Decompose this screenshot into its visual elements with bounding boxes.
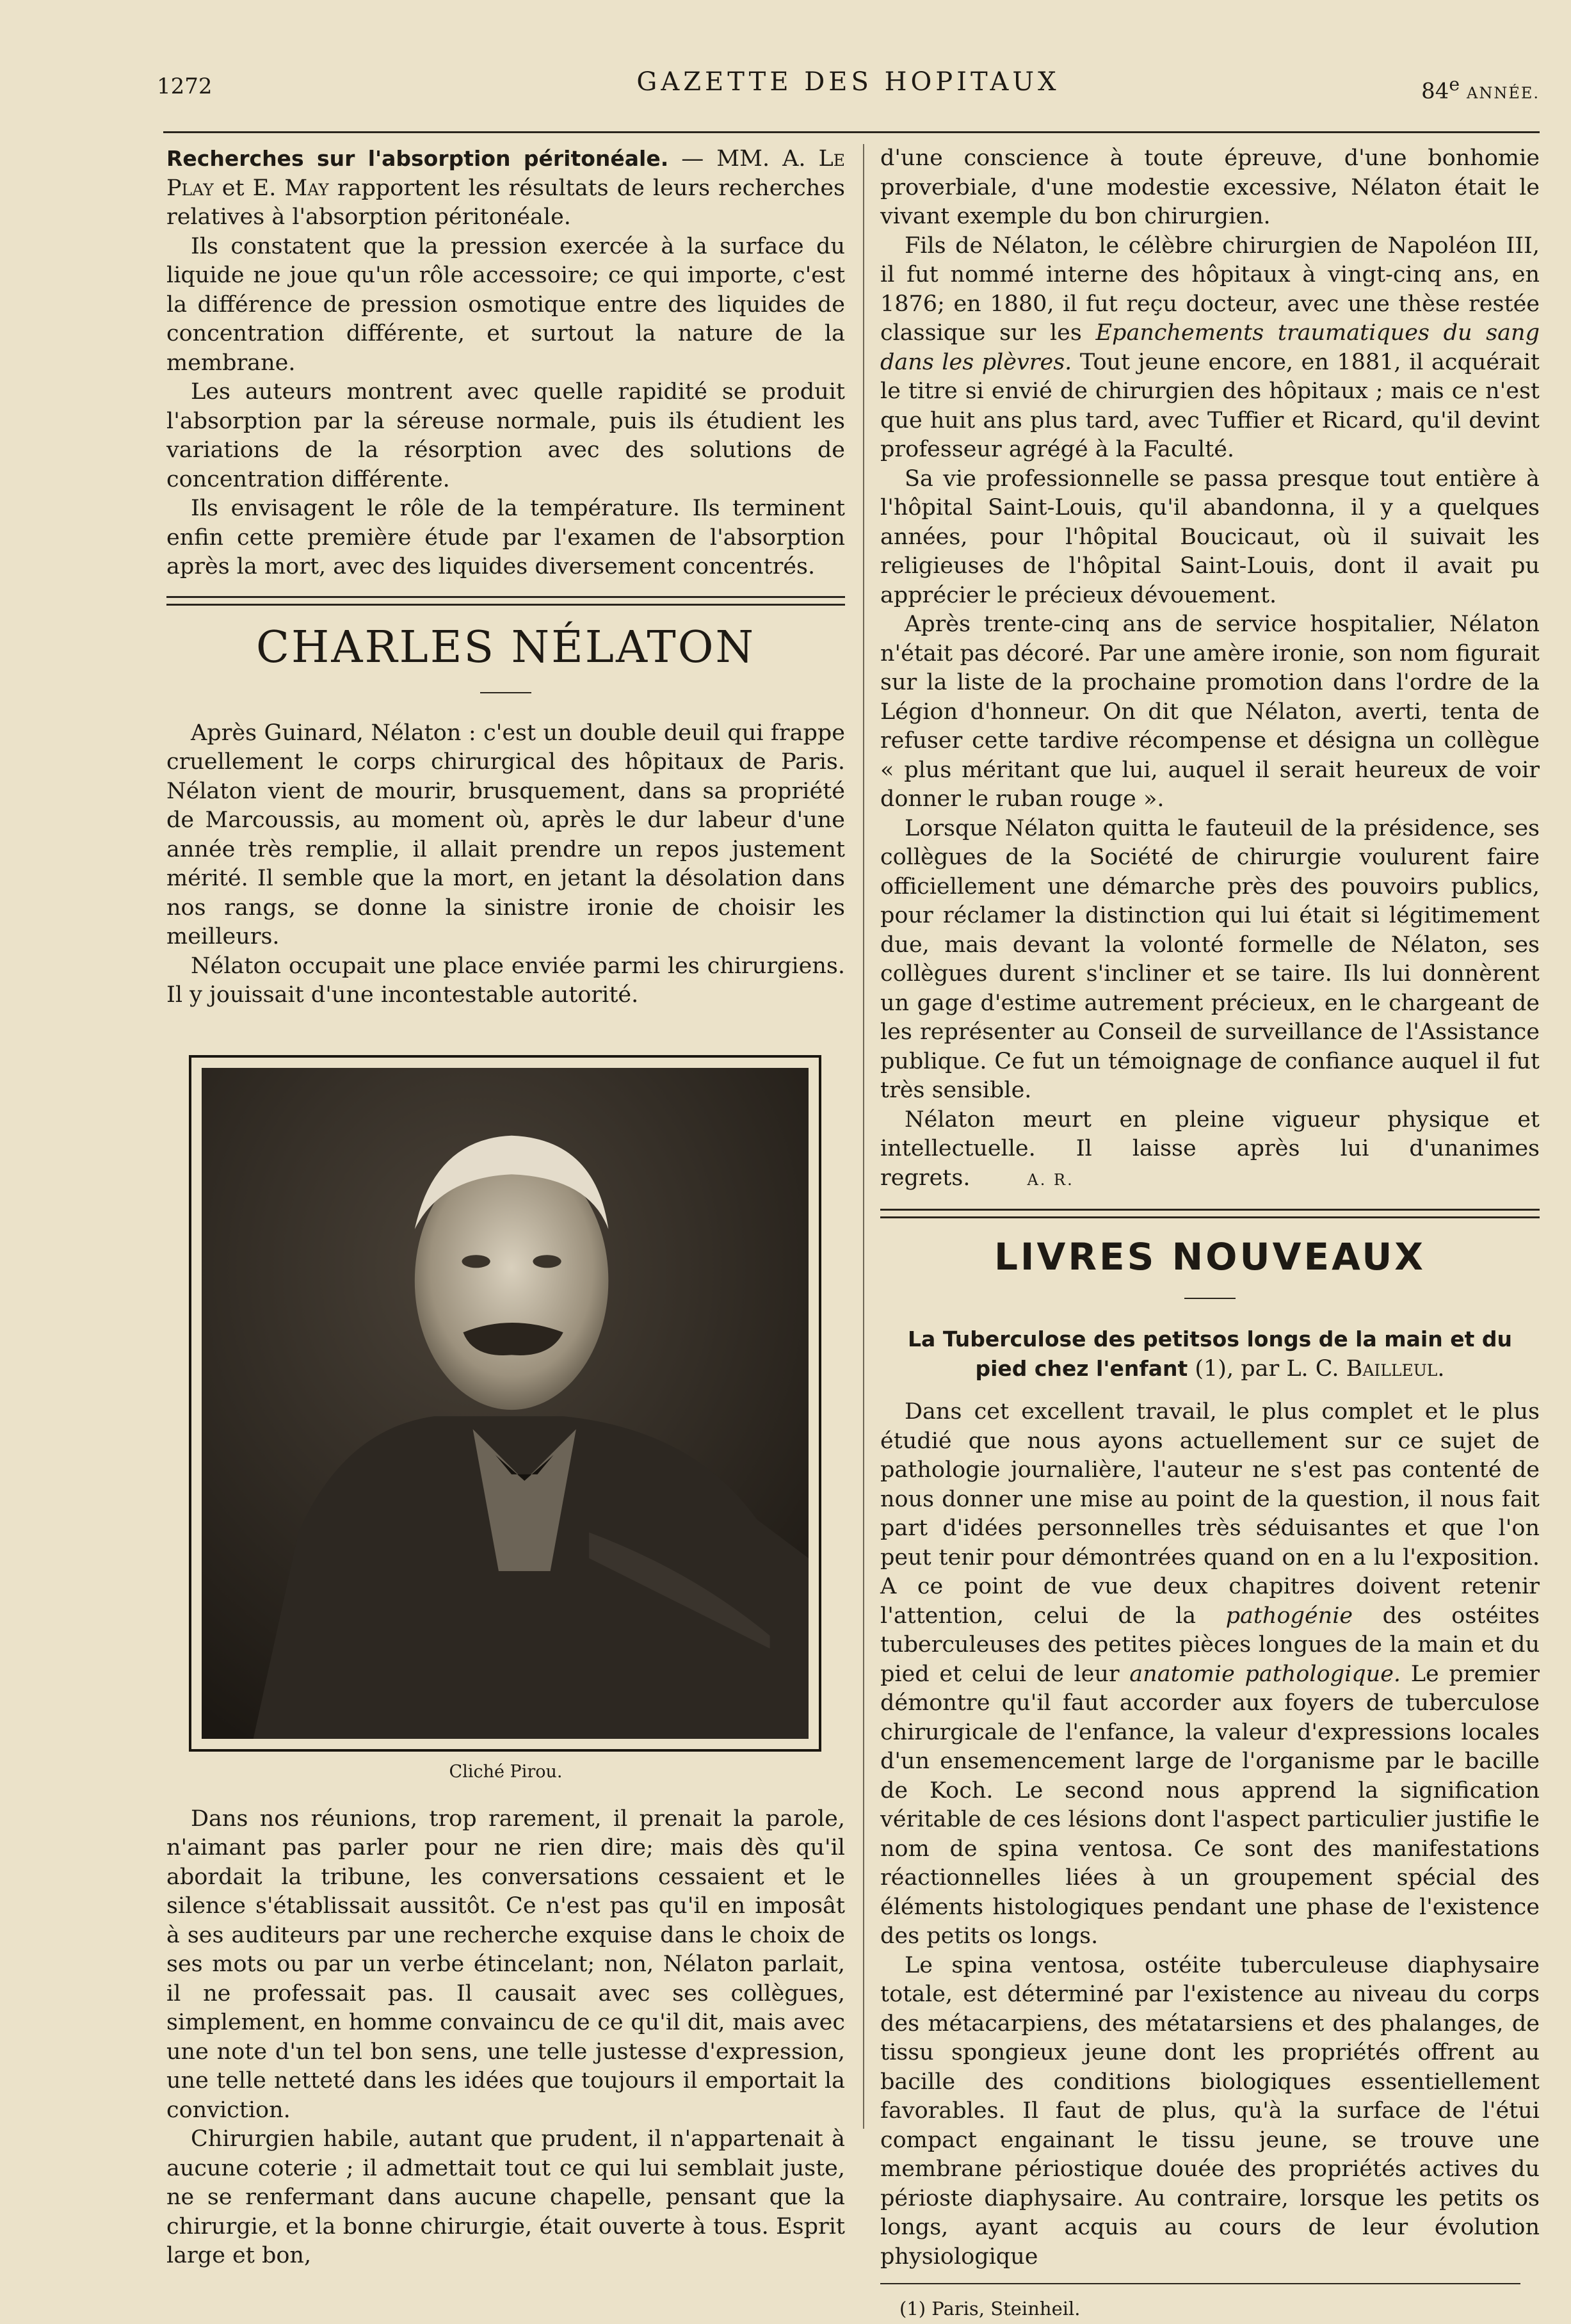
paragraph: Dans cet excellent travail, le plus complet et le plus étudié que nous ayons actuellement sur ce sujet de pathologie journalière, l'auteur ne s'est pas contenté de nous donner une mise au point de la question, il nous fait part d'idées personnelles très séduisantes et que l'on peut tenir pour démontrées quand on en a lu l'exposition. A ce point de vue deux chapitres doivent retenir l'attention, celui de la pathogénie des ostéites tuberculeuses des petites pièces longues de la main et du pied et celui de leur anatomie pathologique. Le premier démontre qu'il faut accorder aux foyers de tuberculose chirurgicale de l'enfance, la valeur d'expressions locales d'un ensemencement large de l'organisme par le bacille de Koch. Le second nous apprend la signification véritable de ces lésions dont l'aspect particulier justifie le nom de spina ventosa. Ce sont des manifestations réactionnelles liées à un groupement spécial des éléments histologiques pendant une phase de l'existence des petits os longs. xyxy=(880,1399,1540,1949)
section-title-nelaton: CHARLES NÉLATON xyxy=(256,622,755,673)
right-column xyxy=(880,144,1540,2324)
paragraph: Nélaton occupait une place enviée parmi les chirurgiens. Il y jouissait d'une incontestable autorité. xyxy=(166,953,845,1008)
portrait-photo xyxy=(202,1068,809,1739)
portrait-frame xyxy=(189,1055,821,1752)
thesis-title: Epanchements traumatiques du sang dans les plèvres. xyxy=(880,320,1540,375)
book-title: La Tuberculose des petitsos longs de la main et du pied chez l'enfant (1), par L. C. Bailleul. xyxy=(908,1327,1512,1382)
section-title-livres: LIVRES NOUVEAUX xyxy=(994,1235,1426,1279)
footnote: (1) Paris, Steinheil. xyxy=(899,2298,1081,2320)
paragraph: Ils constatent que la pression exercée à la surface du liquide ne joue qu'un rôle accessoire; ce qui importe, c'est la différence de pression osmotique entre des liquides de concentration différente, et surtout la nature de la membrane. xyxy=(166,233,845,376)
issue-year: 84e ANNÉE. xyxy=(1421,74,1540,104)
paragraph: Après trente-cinq ans de service hospitalier, Nélaton n'était pas décoré. Par une amère ironie, son nom figurait sur la liste de la prochaine promotion dans l'ordre de la Légion d'honneur. On dit que Nélaton, averti, tenta de refuser cette tardive récompense et désigna un collègue « plus méritant que lui, auquel il serait heureux de voir donner le ruban rouge ». xyxy=(880,611,1540,812)
paragraph: Ils envisagent le rôle de la température. Ils terminent enfin cette première étude par l'examen de l'absorption après la mort, avec des liquides diversement concentrés. xyxy=(166,496,845,579)
paragraph: Les auteurs montrent avec quelle rapidité se produit l'absorption par la séreuse normale, puis ils étudient les variations de la résorption avec des solutions de concentration différente. xyxy=(166,379,845,492)
intro-lead: Recherches sur l'absorption péritonéale. xyxy=(166,146,669,171)
section-divider xyxy=(166,596,845,606)
paragraph: Nélaton meurt en pleine vigueur physique et intellectuelle. Il laisse après lui d'unanimes regrets. A. R. xyxy=(880,1106,1540,1191)
column-separator xyxy=(863,144,864,2129)
author-name: May xyxy=(284,175,329,201)
paragraph: Lorsque Nélaton quitta le fauteuil de la présidence, ses collègues de la Société de chirurgie voulurent faire officiellement une démarche près des pouvoirs publics, pour réclamer la distinction qui lui était si légitimement due, mais devant la volonté formelle de Nélaton, ses collègues durent s'incliner et se taire. Ils lui donnèrent un gage d'estime autrement précieux, en le chargeant de les représenter au Conseil de surveillance de l'Assistance publique. Ce fut un témoignage de confiance auquel il fut très sensible. xyxy=(880,815,1540,1103)
book-author: Bailleul. xyxy=(1346,1356,1445,1382)
paragraph: Chirurgien habile, autant que prudent, il n'appartenait à aucune coterie ; il admettait tout ce qui lui semblait juste, ne se renfermant dans aucune chapelle, pensant que la chirurgie, et la bonne chirurgie, était ouverte à tous. Esprit large et bon, xyxy=(166,2126,845,2268)
portrait-figure xyxy=(189,1055,823,1782)
paragraph: Fils de Nélaton, le célèbre chirurgien de Napoléon III, il fut nommé interne des hôpitaux à vingt-cinq ans, en 1876; en 1880, il fut reçu docteur, avec une thèse restée classique sur les Epanchements traumatiques du sang dans les plèvres. Tout jeune encore, en 1881, il acquérait le titre si envié de chirurgien des hôpitaux ; mais ce n'est que huit ans plus tard, avec Tuffier et Ricard, qu'il devint professeur agrégé à la Faculté. xyxy=(880,232,1540,462)
paragraph: Le spina ventosa, ostéite tuberculeuse diaphysaire totale, est déterminé par l'existence au niveau du corps des métacarpiens, des métatarsiens et des phalanges, de tissu spongieux jeune dont les propriétés offrent au bacille des conditions biologiques essentiellement favorables. Il faut de plus, qu'à la surface de l'étui compact engainant le tissu jeune, se trouve une membrane périostique douée des propriétés actives du périoste diaphysaire. Au contraire, lorsque les petits os longs, ayant acquis au cours de leur évolution physiologique xyxy=(880,1952,1540,2270)
page-number: 1272 xyxy=(157,74,213,99)
header-rule xyxy=(163,131,1540,133)
photo-caption: Cliché Pirou. xyxy=(449,1761,563,1782)
portrait-illustration xyxy=(202,1068,809,1739)
paragraph: Sa vie professionnelle se passa presque tout entière à l'hôpital Saint-Louis, qu'il abandonna, il y a quelques années, pour l'hôpital Boucicaut, où il suivait les religieuses de l'hôpital Saint-Louis, dont il avait pu apprécier le précieux dévouement. xyxy=(880,465,1540,608)
intro-paragraph: Recherches sur l'absorption péritonéale. — MM. A. Le Play et E. May rapportent les résultats de leurs recherches relatives à l'absorption péritonéale. xyxy=(166,146,845,230)
author-name: Le Play xyxy=(166,146,845,201)
paragraph: Dans nos réunions, trop rarement, il prenait la parole, n'aimant pas parler pour ne rien dire; mais dès qu'il abordait la tribune, les conversations cessaient et le silence s'établissait aussitôt. Ce n'est pas qu'il en imposât à ses auditeurs par une recherche exquise dans le choix de ses mots ou par un verbe étincelant; non, Nélaton parlait, il ne professait pas. Il causait avec ses collègues, simplement, en homme convaincu de ce qu'il dit, mais avec une note d'un tel bon sens, une telle justesse d'expression, une telle netteté dans les idées que toujours il emportait la conviction. xyxy=(166,1805,845,2123)
paragraph: d'une conscience à toute épreuve, d'une bonhomie proverbiale, d'une modestie excessive, Nélaton était le vivant exemple du bon chirurgien. xyxy=(880,145,1540,229)
title-underline xyxy=(1184,1298,1236,1299)
title-underline xyxy=(480,692,531,693)
footnote-rule xyxy=(880,2283,1520,2284)
signature: A. R. xyxy=(1027,1170,1074,1189)
section-divider xyxy=(880,1209,1540,1218)
journal-title: GAZETTE DES HOPITAUX xyxy=(636,67,1060,97)
page-header xyxy=(157,67,1540,106)
left-column xyxy=(166,144,845,2271)
paragraph: Après Guinard, Nélaton : c'est un double deuil qui frappe cruellement le corps chirurgical des hôpitaux de Paris. Nélaton vient de mourir, brusquement, dans sa propriété de Marcoussis, au moment où, après le dur labeur d'une année très remplie, il allait prendre un repos justement mérité. Il semble que la mort, en jetant la désolation dans nos rangs, se donne la sinistre ironie de choisir les meilleurs. xyxy=(166,720,845,949)
